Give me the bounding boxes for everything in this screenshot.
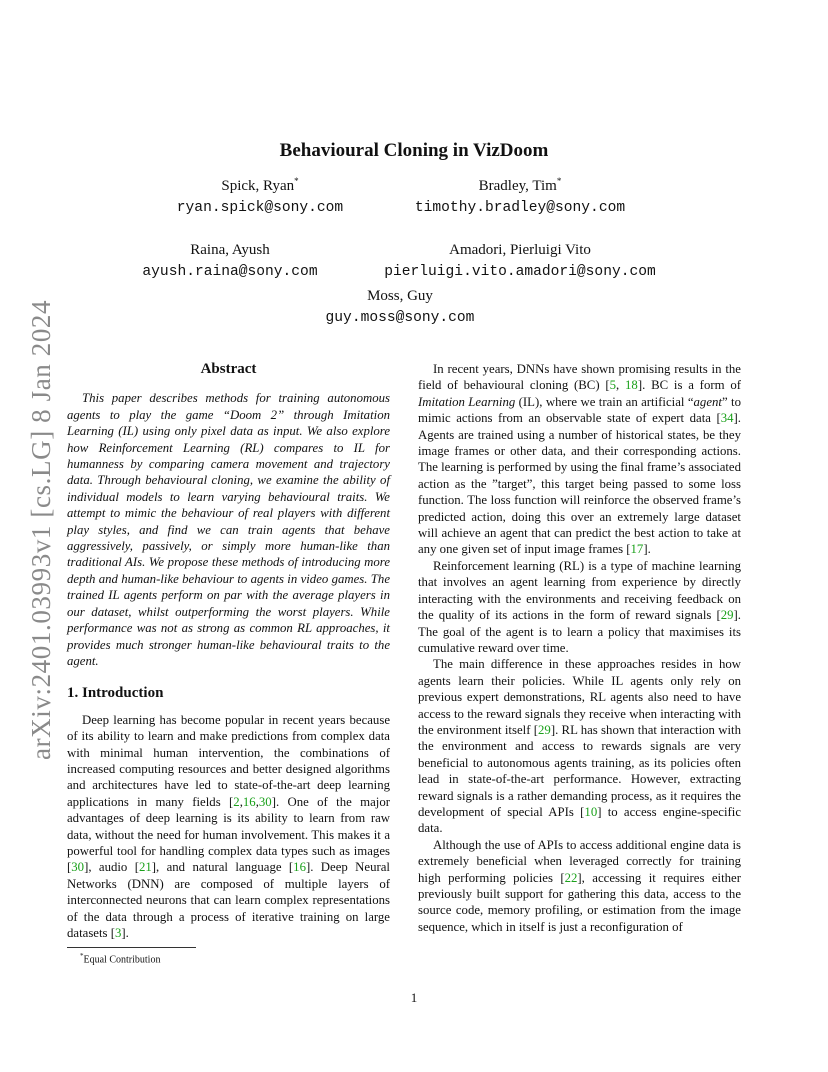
right-column: [418, 361, 741, 935]
author-name: Spick, Ryan: [221, 178, 295, 194]
page-number: 1: [410, 990, 418, 1005]
author-email: timothy.bradley@sony.com: [414, 200, 626, 216]
author-block: [300, 286, 500, 329]
author-block: [160, 171, 360, 219]
author-block: [360, 240, 680, 283]
citation-link[interactable]: 2: [233, 794, 240, 809]
citation-link[interactable]: 16: [242, 794, 256, 809]
intro-paragraph: Deep learning has become popular in recent years because of its ability to learn and make predictions from complex data with minimal human intervention, the combinations of increased computing resources and better designed algorithms and architectures have led to state-of-the-art deep learning applications in many fields [2,16,30]. One of the major advantages of deep learning is its ability to learn from raw data, without the need for human involvement. This makes it a powerful tool for handling complex data types such as images [30], audio [21], and natural language [16]. Deep Neural Networks (DNN) are composed of multiple layers of interconnected neurons that can learn complex representations of the data through a process of iterative training on large datasets [3].: [67, 712, 390, 940]
body-paragraph: The main difference in these approaches resides in how agents learn their policies. While IL agents only rely on previous expert demonstrations, RL agents also need to have access to the reward signals they receive when interacting with the environment itself [29]. RL has shown that interaction with the environment and access to rewards signals are very beneficial to autonomous agents training, as its policies often lead in state-of-the-art performance. However, extracting reward signals is a rather demanding process, as it requires the development of special APIs [10] to access engine-specific data.: [418, 657, 742, 836]
citation-link[interactable]: 34: [720, 411, 734, 426]
author-mark: *: [556, 176, 562, 186]
body-paragraph: In recent years, DNNs have shown promising results in the field of behavioural cloning (BC) [5, 18]. BC is a form of Imitation Learning (IL), where we train an artificial “agent” to mimic actions from an observable state of expert data [34]. Agents are trained using a number of historical states, be they image frames or other data, and their corresponding actions. The learning is performed by using the final frame’s associated action as the ”target”, this target being passed to some loss function. The loss function will reinforce the observed frame’s predicted action, doing this over an extremely large dataset will achieve an agent that can predict the best action to take at any one given set of input image frames [17].: [418, 362, 742, 557]
footnote-rule: [67, 947, 196, 948]
abstract-text: This paper describes methods for training autonomous agents to play the game “Doom 2” through Imitation Learning (IL) using only pixel data as input. We also explore how Reinforcement Learning (RL) compares to IL for humanness by comparing camera movement and trajectory data. Through behavioural cloning, we examine the ability of individual models to learn varying behavioural traits. We attempt to mimic the behaviour of real players with different play styles, and find we can train agents that behave aggressively, passively, or simply more human-like than traditional AIs. We propose these methods of introducing more depth and human-like behaviour to agents in video games. The trained IL agents perform on par with the average players in our dataset, whilst outperforming the worst players. While performance was not as strong as common RL approaches, it provides much stronger human-like behavioural traits to the agent.: [67, 391, 390, 668]
citation-link[interactable]: 30: [71, 860, 85, 875]
citation-link[interactable]: 16: [293, 860, 306, 875]
author-email: ayush.raina@sony.com: [142, 264, 318, 280]
arxiv-side-stamp: arXiv:2401.03993v1 [cs.LG] 8 Jan 2024: [26, 299, 56, 760]
abstract-heading: Abstract: [200, 361, 257, 377]
citation-link[interactable]: 5: [609, 378, 617, 393]
author-name: Amadori, Pierluigi Vito: [449, 242, 591, 258]
author-name: Bradley, Tim: [478, 178, 557, 194]
citation-link[interactable]: 22: [564, 870, 578, 885]
author-name: Raina, Ayush: [190, 242, 270, 258]
author-email: ryan.spick@sony.com: [176, 200, 344, 216]
author-block: [120, 240, 340, 283]
citation-link[interactable]: 29: [720, 608, 734, 623]
author-mark: *: [294, 176, 299, 186]
left-column: [67, 361, 390, 941]
emphasis-text: Imitation Learning: [418, 394, 516, 409]
body-paragraph: Although the use of APIs to access additional engine data is extremely beneficial when leveraged correctly for training high performing policies [22], accessing it requires either previously built support for gathering this data, access to the source code, memory profiling, or estimation from the image sequence, which in itself is just a reconfiguration of: [418, 837, 741, 934]
citation-link[interactable]: 17: [630, 542, 644, 557]
author-name: Moss, Guy: [367, 288, 433, 304]
author-email: guy.moss@sony.com: [325, 310, 475, 326]
footnote-text: Equal Contribution: [83, 954, 161, 966]
author-block: [390, 171, 650, 219]
section-heading: 1. Introduction: [67, 685, 164, 702]
body-paragraph: Reinforcement learning (RL) is a type of machine learning that involves an agent learning from experience by directly interacting with the environments and receiving feedback on the quality of its actions in the form of reward signals [29]. The goal of the agent is to learn a policy that maximises its cumulative reward over time.: [418, 558, 741, 655]
footnote-mark: *: [80, 952, 84, 960]
citation-link[interactable]: 3: [114, 926, 122, 940]
paper-title: Behavioural Cloning in VizDoom: [279, 140, 549, 161]
citation-link[interactable]: 30: [258, 794, 272, 809]
citation-link[interactable]: 18: [625, 378, 638, 393]
footnote: [80, 952, 160, 965]
citation-link[interactable]: 29: [538, 722, 551, 737]
emphasis-text: agent: [693, 394, 722, 409]
citation-link[interactable]: 10: [584, 804, 598, 819]
citation-link[interactable]: 21: [138, 860, 152, 875]
author-email: pierluigi.vito.amadori@sony.com: [384, 264, 656, 280]
